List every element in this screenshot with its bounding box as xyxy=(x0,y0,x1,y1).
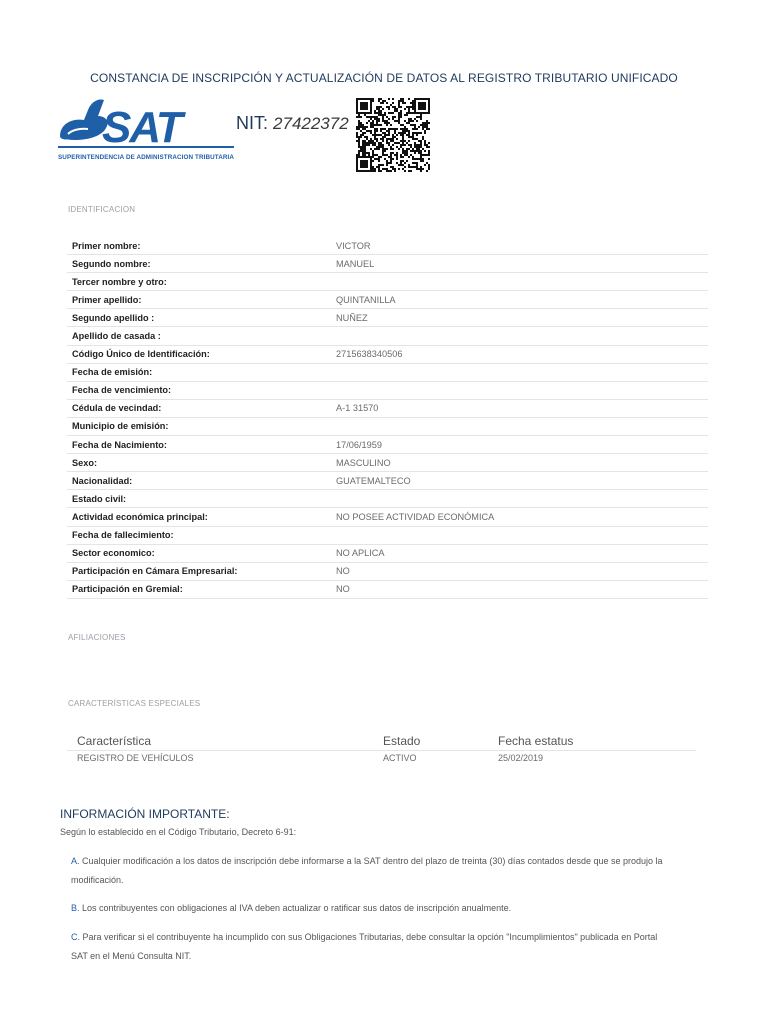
info-text-cont: SAT en el Menú Consulta NIT. xyxy=(71,950,192,961)
info-letter: C. xyxy=(71,932,80,942)
table-row xyxy=(67,545,708,563)
field-label: Sector economico: xyxy=(72,548,155,559)
field-value: NO APLICA xyxy=(336,548,385,559)
field-label: Municipio de emisión: xyxy=(72,421,169,432)
table-row xyxy=(67,472,708,490)
field-label: Cédula de vecindad: xyxy=(72,403,162,414)
logo-subtitle: SUPERINTENDENCIA DE ADMINISTRACION TRIBUTARIA xyxy=(58,154,235,161)
field-label: Fecha de fallecimiento: xyxy=(72,530,174,541)
informacion-title: INFORMACIÓN IMPORTANTE: xyxy=(60,807,230,821)
caracteristicas-header xyxy=(67,731,696,751)
sat-logo-graphic xyxy=(58,96,238,152)
table-row xyxy=(67,255,708,273)
table-row xyxy=(67,508,708,526)
identificacion-section-label: IDENTIFICACION xyxy=(68,205,136,214)
field-label: Participación en Cámara Empresarial: xyxy=(72,566,238,577)
field-label: Primer nombre: xyxy=(72,240,141,251)
caracteristicas-row xyxy=(67,751,696,765)
field-label: Fecha de Nacimiento: xyxy=(72,439,167,450)
row-estado: ACTIVO xyxy=(383,753,417,763)
header-caracteristica: Característica xyxy=(77,733,152,748)
info-letter: B. xyxy=(71,903,80,913)
table-row xyxy=(67,400,708,418)
field-value: 17/06/1959 xyxy=(336,439,382,450)
info-text: Cualquier modificación a los datos de inscripción debe informarse a la SAT dentro del plazo de treinta (30) días contados desde que se produjo la xyxy=(82,856,663,866)
field-label: Apellido de casada : xyxy=(72,331,161,342)
info-item-b xyxy=(71,899,711,918)
table-row xyxy=(67,581,708,599)
field-label: Segundo apellido : xyxy=(72,312,155,323)
table-row xyxy=(67,454,708,472)
field-value: MASCULINO xyxy=(336,457,391,468)
field-label: Primer apellido: xyxy=(72,294,142,305)
qr-code xyxy=(356,98,430,172)
row-fecha: 25/02/2019 xyxy=(498,753,544,763)
document-title: CONSTANCIA DE INSCRIPCIÓN Y ACTUALIZACIÓN DE DATOS AL REGISTRO TRIBUTARIO UNIFICADO xyxy=(90,71,678,85)
field-value: QUINTANILLA xyxy=(336,294,396,305)
field-value: 2715638340506 xyxy=(336,349,403,360)
row-caracteristica: REGISTRO DE VEHÍCULOS xyxy=(77,753,194,763)
caracteristicas-section-label: CARACTERÍSTICAS ESPECIALES xyxy=(68,699,201,708)
field-label: Actividad económica principal: xyxy=(72,511,208,522)
table-row xyxy=(67,327,708,345)
table-row xyxy=(67,418,708,436)
sat-logo xyxy=(58,96,238,166)
info-letter: A. xyxy=(71,856,80,866)
table-row xyxy=(67,382,708,400)
table-row xyxy=(67,364,708,382)
field-value: MANUEL xyxy=(336,258,375,269)
field-value: VICTOR xyxy=(336,240,371,251)
field-label: Estado civil: xyxy=(72,493,127,504)
afiliaciones-section-label: AFILIACIONES xyxy=(68,633,126,642)
logo-text: SAT xyxy=(102,103,181,152)
field-label: Segundo nombre: xyxy=(72,258,151,269)
field-label: Participación en Gremial: xyxy=(72,584,183,595)
informacion-intro: Según lo establecido en el Código Tributario, Decreto 6-91: xyxy=(60,827,297,837)
table-row xyxy=(67,346,708,364)
field-value: NUÑEZ xyxy=(336,312,368,323)
field-label: Código Único de Identificación: xyxy=(72,349,210,360)
field-label: Fecha de emisión: xyxy=(72,367,153,378)
field-value: NO xyxy=(336,566,350,577)
field-label: Nacionalidad: xyxy=(72,475,133,486)
field-value: GUATEMALTECO xyxy=(336,475,411,486)
info-item-c xyxy=(71,928,711,965)
nit-label: NIT: xyxy=(236,113,269,133)
field-value: NO xyxy=(336,584,350,595)
header-estado: Estado xyxy=(383,733,421,748)
table-row xyxy=(67,237,708,255)
nit-display xyxy=(236,113,349,134)
field-label: Sexo: xyxy=(72,457,98,468)
field-value: NO POSEE ACTIVIDAD ECONÓMICA xyxy=(336,511,495,522)
header-fecha-estatus: Fecha estatus xyxy=(498,733,574,748)
table-row xyxy=(67,309,708,327)
field-value: A-1 31570 xyxy=(336,403,379,414)
table-row xyxy=(67,490,708,508)
field-label: Fecha de vencimiento: xyxy=(72,385,172,396)
info-text: Para verificar si el contribuyente ha incumplido con sus Obligaciones Tributarias, debe consultar la opción "Incumplimientos" publicada en Portal xyxy=(82,932,658,942)
info-text-cont: modificación. xyxy=(71,874,124,885)
info-text: Los contribuyentes con obligaciones al IVA deben actualizar o ratificar sus datos de inscripción anualmente. xyxy=(82,903,512,913)
table-row xyxy=(67,436,708,454)
field-label: Tercer nombre y otro: xyxy=(72,276,167,287)
info-item-a xyxy=(71,852,711,889)
table-row xyxy=(67,291,708,309)
table-row xyxy=(67,563,708,581)
table-row xyxy=(67,273,708,291)
table-row xyxy=(67,527,708,545)
identification-table xyxy=(67,237,708,599)
nit-value: 27422372 xyxy=(273,114,349,133)
